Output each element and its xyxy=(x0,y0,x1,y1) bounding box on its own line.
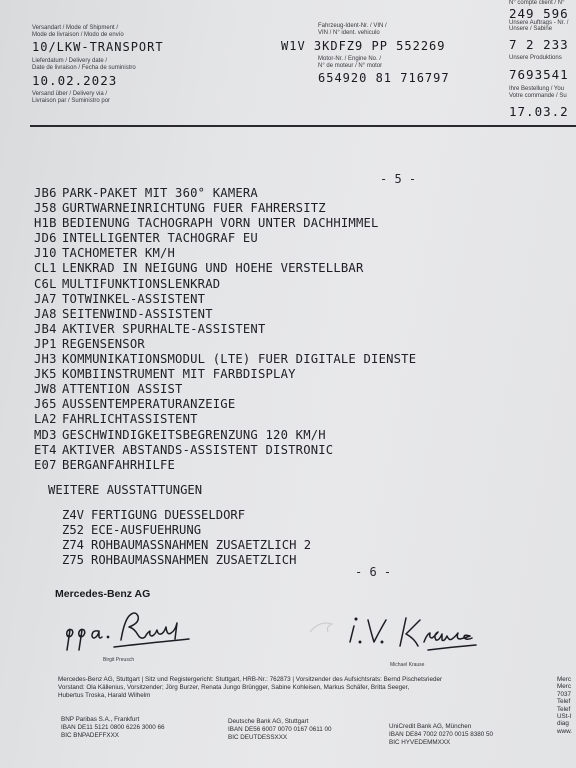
equipment-list xyxy=(34,186,416,473)
equipment-text: MULTIFUNKTIONSLENKRAD xyxy=(62,276,221,291)
signatory-name-1: Birgit Preusch xyxy=(103,657,135,663)
equipment-code: JK5 xyxy=(34,367,57,382)
further-text: ECE-AUSFUEHRUNG xyxy=(91,523,202,537)
equipment-row xyxy=(34,261,416,276)
equipment-row xyxy=(34,412,416,427)
bank3-bic: BIC HYVEDEMMXXX xyxy=(389,739,451,746)
signature-krause xyxy=(336,606,501,658)
equipment-text: TACHOMETER KM/H xyxy=(62,246,176,261)
sent-via-label-1: Versand über / Delivery via / xyxy=(32,91,108,97)
equipment-code: J65 xyxy=(34,397,57,412)
equipment-code: JA8 xyxy=(34,306,57,321)
further-code: Z4V xyxy=(62,508,85,522)
equipment-text: AUSSENTEMPERATURANZEIGE xyxy=(62,397,236,412)
footer-line-3: Hubertus Troska, Harald Wilhelm xyxy=(58,692,151,699)
further-text: FERTIGUNG DUESSELDORF xyxy=(91,508,246,522)
delivery-date-label-2: Date de livraison / Fecha de suministro xyxy=(32,65,136,71)
equipment-row xyxy=(34,322,416,337)
equipment-code: H1B xyxy=(34,216,57,231)
equipment-text: AKTIVER ABSTANDS-ASSISTENT DISTRONIC xyxy=(62,442,334,457)
engine-value: 654920 81 716797 xyxy=(318,71,450,85)
signatory-name-2: Michael Krause xyxy=(390,662,425,668)
right-prod-value: 7693541 xyxy=(509,67,569,82)
equipment-code: CL1 xyxy=(34,261,57,276)
equipment-code: J58 xyxy=(34,201,57,216)
equipment-text: GESCHWINDIGKEITSBEGRENZUNG 120 KM/H xyxy=(62,427,326,442)
header-divider xyxy=(30,125,576,127)
equipment-text: REGENSENSOR xyxy=(62,336,145,351)
equipment-code: MD3 xyxy=(34,427,57,442)
equipment-text: SEITENWIND-ASSISTENT xyxy=(62,306,213,321)
equipment-row xyxy=(34,443,416,458)
equipment-text: KOMBIINSTRUMENT MIT FARBDISPLAY xyxy=(62,367,296,382)
right-order-label-2: Unsere / Sabine xyxy=(509,26,553,32)
equipment-code: JB6 xyxy=(34,186,57,200)
equipment-row xyxy=(34,382,416,397)
right-order2-label-1: Ihre Bestellung / You xyxy=(509,86,565,92)
equipment-code: JD6 xyxy=(34,231,57,246)
equipment-text: GURTWARNEINRICHTUNG FUER FAHRERSITZ xyxy=(62,201,326,216)
equipment-row xyxy=(34,246,416,261)
further-code: Z52 xyxy=(62,523,85,537)
equipment-text: TOTWINKEL-ASSISTENT xyxy=(62,291,206,306)
right-order-value: 7 2 233 xyxy=(509,37,569,52)
footer-right-line: Telef xyxy=(557,705,571,713)
equipment-row xyxy=(34,397,416,412)
equipment-row xyxy=(34,307,416,322)
shipment-label-2: Mode de livraison / Modo de envío xyxy=(32,32,124,38)
further-row xyxy=(62,538,311,553)
footer-right-line: diag xyxy=(557,720,569,728)
footer-right-line: Telef xyxy=(557,698,571,706)
footer-right-line: USt-I xyxy=(557,713,572,721)
equipment-row xyxy=(34,367,416,382)
footer-right-line: Merc xyxy=(557,676,571,683)
vin-label-2: VIN / N° ident. vehiculo xyxy=(318,30,380,36)
further-equipment-list xyxy=(62,508,311,568)
further-text: ROHBAUMASSNAHMEN ZUSAETZLICH xyxy=(91,553,297,567)
further-code: Z75 xyxy=(62,553,85,567)
right-top-value: 249 596 xyxy=(509,6,569,21)
footer-right-line: 7037 xyxy=(557,690,572,698)
further-code: Z74 xyxy=(62,538,85,552)
right-top-label: N° compte client / N° xyxy=(509,0,565,6)
equipment-row xyxy=(34,216,416,231)
equipment-code: C6L xyxy=(34,276,57,291)
bank1-name: BNP Paribas S.A., Frankfurt xyxy=(61,716,140,723)
footer-right-line: www. xyxy=(557,727,573,735)
equipment-text: INTELLIGENTER TACHOGRAF EU xyxy=(62,231,258,246)
equipment-row xyxy=(34,428,416,443)
company-name: Mercedes-Benz AG xyxy=(55,588,151,600)
page-marker-bottom: - 6 - xyxy=(355,565,392,579)
further-row xyxy=(62,523,311,538)
equipment-code: ET4 xyxy=(34,442,57,457)
equipment-code: JH3 xyxy=(34,352,57,367)
engine-label-1: Motor-Nr. / Engine No. / xyxy=(318,56,382,62)
bank2-name: Deutsche Bank AG, Stuttgart xyxy=(228,718,309,725)
equipment-code: JP1 xyxy=(34,336,57,351)
equipment-code: JW8 xyxy=(34,382,57,397)
equipment-row xyxy=(34,231,416,246)
bank2-iban: IBAN DE56 6007 0070 0167 0611 00 xyxy=(228,726,332,733)
further-text: ROHBAUMASSNAHMEN ZUSAETZLICH 2 xyxy=(91,538,312,552)
faint-watermark xyxy=(150,600,350,640)
footer-right-column xyxy=(557,676,572,735)
equipment-text: BERGANFAHRHILFE xyxy=(62,457,176,472)
vin-label-1: Fahrzeug-Ident-Nr. / VIN / xyxy=(318,23,387,29)
shipment-value: 10/LKW-TRANSPORT xyxy=(32,40,164,54)
equipment-row xyxy=(34,352,416,367)
equipment-text: FAHRLICHTASSISTENT xyxy=(62,412,198,427)
equipment-code: LA2 xyxy=(34,412,57,427)
delivery-date-label-1: Lieferdatum / Delivery date / xyxy=(32,58,108,64)
right-order2-label-2: Votre commande / Su xyxy=(509,93,567,99)
equipment-text: ATTENTION ASSIST xyxy=(62,382,183,397)
equipment-row xyxy=(34,337,416,352)
right-order2-value: 17.03.2 xyxy=(509,104,569,119)
equipment-text: KOMMUNIKATIONSMODUL (LTE) FUER DIGITALE DIENSTE xyxy=(62,352,417,367)
further-row xyxy=(62,553,311,568)
engine-label-2: N° de moteur / N° motor xyxy=(318,63,383,69)
footer-right-line: Merc xyxy=(557,683,571,691)
equipment-text: AKTIVER SPURHALTE-ASSISTENT xyxy=(62,321,266,336)
equipment-row xyxy=(34,186,416,201)
further-heading: WEITERE AUSSTATTUNGEN xyxy=(48,483,203,497)
equipment-row xyxy=(34,292,416,307)
bank3-iban: IBAN DE84 7002 0270 0015 8380 50 xyxy=(389,731,493,738)
equipment-row xyxy=(34,277,416,292)
sent-via-label-2: Livraison par / Suministro por xyxy=(32,98,111,104)
footer-line-1: Mercedes-Benz AG, Stuttgart | Sitz und Registergericht: Stuttgart, HRB-Nr.: 762873 | Vorsitzender des Aufsichtsrats: Bernd Pischetsrieder xyxy=(58,676,443,683)
right-prod-label: Unsere Produktions xyxy=(509,55,562,61)
shipment-label-1: Versandart / Mode of Shipment / xyxy=(32,25,119,31)
equipment-code: JA7 xyxy=(34,291,57,306)
bank1-bic: BIC BNPADEFFXXX xyxy=(61,732,119,739)
footer-line-2: Vorstand: Ola Källenius, Vorsitzender; Jörg Burzer, Renata Jungo Brüngger, Sabine Kohleisen, Markus Schäfer, Britta Seeger, xyxy=(58,684,410,691)
equipment-text: BEDIENUNG TACHOGRAPH VORN UNTER DACHHIMMEL xyxy=(62,216,379,231)
bank2-bic: BIC DEUTDESSXXX xyxy=(228,734,288,741)
right-order-label-1: Unsere Auftrags - Nr. / xyxy=(509,20,569,26)
equipment-row xyxy=(34,201,416,216)
bank1-iban: IBAN DE11 5121 0800 6226 3000 66 xyxy=(61,724,165,731)
further-row xyxy=(62,508,311,523)
vin-value: W1V 3KDFZ9 PP 552269 xyxy=(281,39,446,53)
equipment-code: JB4 xyxy=(34,321,57,336)
equipment-text: PARK-PAKET MIT 360° KAMERA xyxy=(62,186,258,200)
equipment-row xyxy=(34,458,416,473)
bank3-name: UniCredit Bank AG, München xyxy=(389,723,472,730)
equipment-code: E07 xyxy=(34,457,57,472)
delivery-date-value: 10.02.2023 xyxy=(32,73,118,88)
equipment-code: J10 xyxy=(34,246,57,261)
page-marker-top: - 5 - xyxy=(380,172,417,186)
equipment-text: LENKRAD IN NEIGUNG UND HOEHE VERSTELLBAR xyxy=(62,261,364,276)
